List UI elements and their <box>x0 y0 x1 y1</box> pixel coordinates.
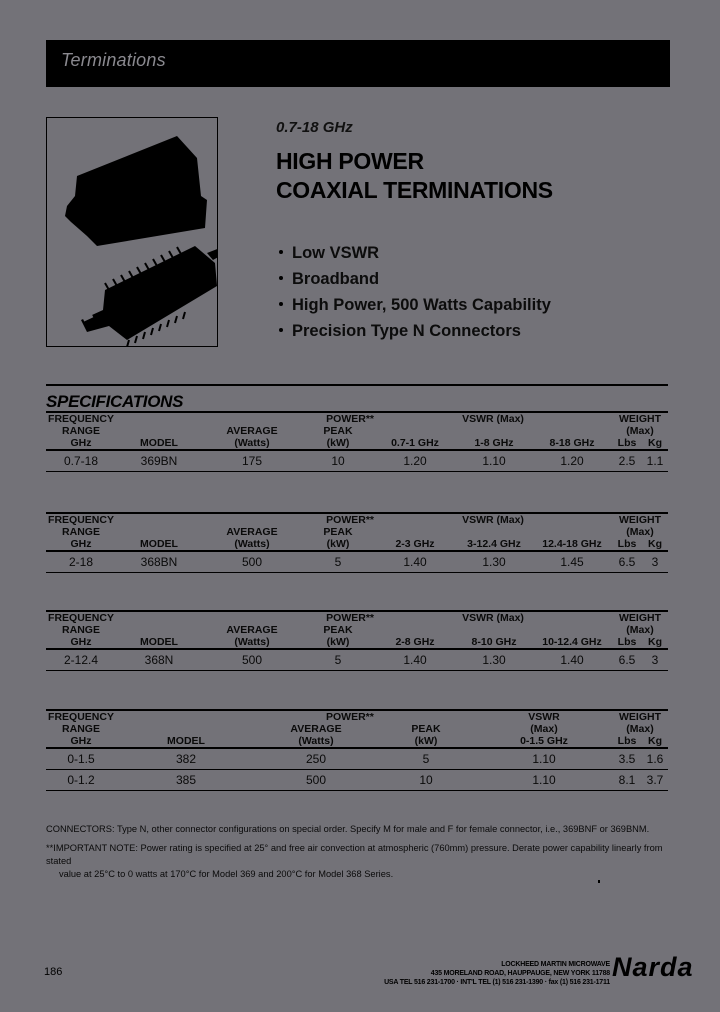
headline-line-2: COAXIAL TERMINATIONS <box>276 177 553 203</box>
page-number: 186 <box>44 966 63 978</box>
spec-table-382-385: FREQUENCY POWER** VSWR WEIGHT RANGE AVERAGE PEAK (Max) (Max) GHz MODEL (Watts) (kW) 0-1.5 GHz Lbs Kg 0-1.5 382 250 5 1.10 3.5 1.6 0-1.2 385 500 10 1.10 8.1 3.7 <box>46 709 668 791</box>
feature-item: Precision Type N Connectors <box>276 318 551 344</box>
col-lbs: Lbs <box>617 437 637 449</box>
feature-item: Broadband <box>276 266 551 292</box>
table-row: 2-18 368BN 500 5 1.40 1.30 1.45 6.5 3 <box>46 551 668 573</box>
bullet-icon <box>279 328 283 332</box>
table-row: 0-1.2 385 500 10 1.10 8.1 3.7 <box>46 770 668 791</box>
col-frequency: FREQUENCY <box>48 413 114 425</box>
section-title: Terminations <box>61 50 166 70</box>
table-row: 0.7-18 369BN 175 10 1.20 1.10 1.20 2.5 1.1 <box>46 450 668 472</box>
col-weight: WEIGHT <box>619 413 661 425</box>
col-peak: PEAK <box>323 425 353 437</box>
company-name: LOCKHEED MARTIN MICROWAVE <box>501 961 610 968</box>
headline-line-1: HIGH POWER <box>276 148 424 174</box>
section-header-bar <box>46 40 670 87</box>
col-power-group: POWER** <box>326 413 374 425</box>
company-address <box>378 960 610 987</box>
connectors-note: CONNECTORS: Type N, other connector configurations on special order. Specify M for male and F for female connector, i.e., 369BNF or 369BNM. <box>46 824 650 834</box>
divider-rule <box>46 384 668 386</box>
bullet-icon <box>279 250 283 254</box>
feature-item: Low VSWR <box>276 240 551 266</box>
feature-list <box>276 240 551 344</box>
specifications-title: SPECIFICATIONS <box>46 392 184 411</box>
spec-table-369BN: FREQUENCY POWER** VSWR (Max) WEIGHT RANGE AVERAGE PEAK (Max) GHz MODEL (Watts) (kW) 0.7-1 GHz 1-8 GHz 8-18 GHz Lbs Kg 0.7-18 369BN 175 10 1.20 1.10 1.20 2.5 1.1 <box>46 411 668 472</box>
frequency-range-label: 0.7-18 GHz <box>276 119 353 136</box>
footnotes <box>46 823 686 887</box>
col-model: MODEL <box>140 437 178 449</box>
phone-numbers: USA TEL 516 231-1700 · INT'L TEL (1) 516 231-1390 · fax (1) 516 231-1711 <box>384 979 610 986</box>
product-photo <box>46 117 218 347</box>
spec-table-368N: FREQUENCY POWER** VSWR (Max) WEIGHT RANGE AVERAGE PEAK (Max) GHz MODEL (Watts) (kW) 2-8 GHz 8-10 GHz 10-12.4 GHz Lbs Kg 2-12.4 368N 500 5 1.40 1.30 1.40 6.5 3 <box>46 610 668 671</box>
street-address: 435 MORELAND ROAD, HAUPPAUGE, NEW YORK 11788 <box>430 970 610 977</box>
col-vswr-band: 8-18 GHz <box>549 437 595 449</box>
col-vswr-band: 1-8 GHz <box>474 437 514 449</box>
col-kg: Kg <box>648 437 662 449</box>
col-average: AVERAGE <box>226 425 278 437</box>
narda-logo: Narda <box>612 952 694 982</box>
coaxial-termination-photo-icon <box>47 118 217 346</box>
important-note: **IMPORTANT NOTE: Power rating is specified at 25° and free air convection at atmospheric (760mm) pressure. Derate power capability linearly from stated <box>46 843 663 866</box>
table-row: 2-12.4 368N 500 5 1.40 1.30 1.40 6.5 3 <box>46 649 668 671</box>
product-headline <box>276 147 553 205</box>
feature-item: High Power, 500 Watts Capability <box>276 292 551 318</box>
table-row: 0-1.5 382 250 5 1.10 3.5 1.6 <box>46 748 668 770</box>
bullet-icon <box>279 302 283 306</box>
bullet-icon <box>279 276 283 280</box>
spec-table-368BN: FREQUENCY POWER** VSWR (Max) WEIGHT RANGE AVERAGE PEAK (Max) GHz MODEL (Watts) (kW) 2-3 GHz 3-12.4 GHz 12.4-18 GHz Lbs Kg 2-18 368BN 500 5 1.40 1.30 1.45 6.5 3 <box>46 512 668 573</box>
col-vswr-band: 0.7-1 GHz <box>391 437 439 449</box>
stray-mark <box>598 880 600 883</box>
col-vswr-group: VSWR (Max) <box>462 413 524 425</box>
important-note-continued: value at 25°C to 0 watts at 170°C for Model 369 and 200°C for Model 368 Series. <box>59 869 394 879</box>
